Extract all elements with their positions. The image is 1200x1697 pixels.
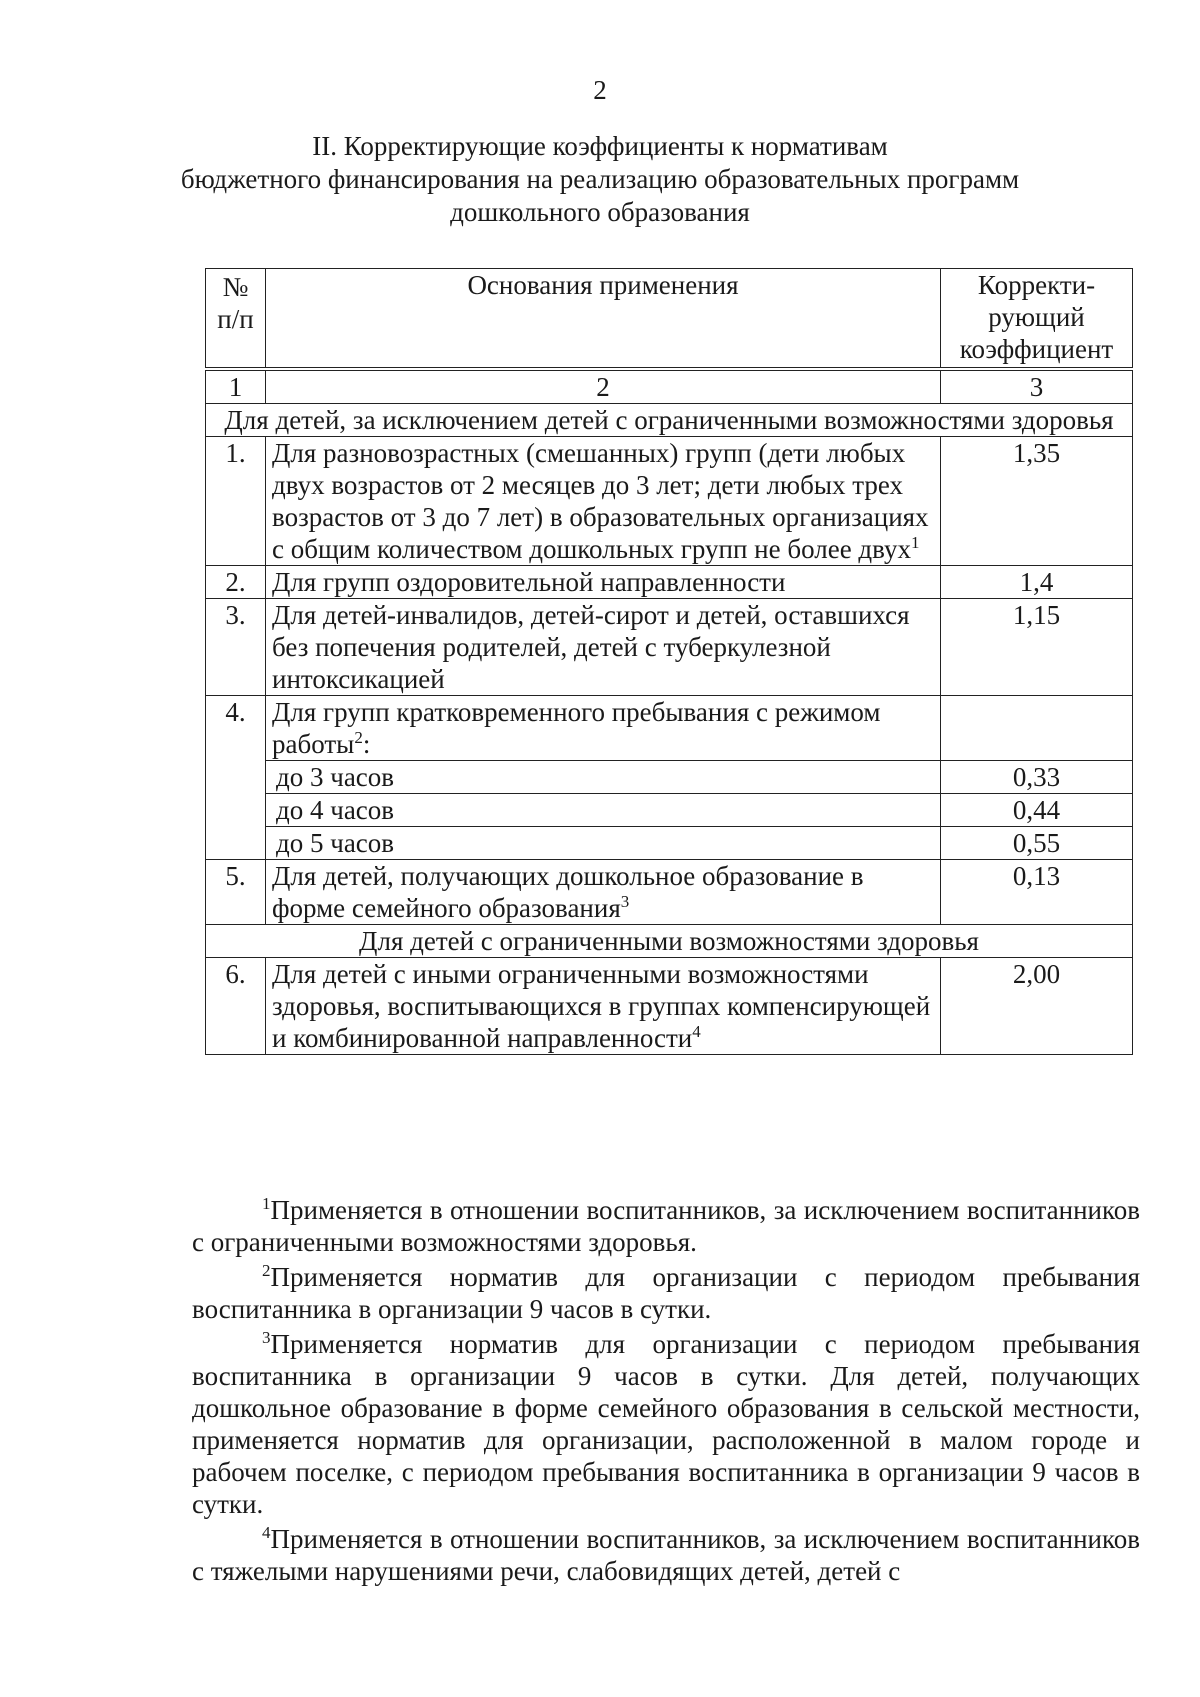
footnotes (192, 1194, 1140, 1590)
table-row (206, 696, 1133, 761)
subrow-value: 0,44 (941, 794, 1133, 827)
row-value: 1,15 (941, 599, 1133, 696)
section-heading (150, 130, 1050, 229)
page-number: 2 (593, 75, 607, 105)
footnote-ref: 1 (911, 533, 920, 552)
table-row (206, 860, 1133, 925)
footnote: $^1$Применяется в отношении воспитанников, за исключением воспитанников с ограниченными возможностями здоровья. (192, 1194, 1140, 1257)
column-index-row (206, 369, 1133, 404)
header-num: № п/п (206, 269, 266, 370)
subrow-text: до 5 часов (266, 827, 941, 860)
footnote-ref: 3 (620, 892, 630, 911)
section-title-disabilities: Для детей с ограниченными возможностями здоровья (206, 925, 1133, 958)
row-value: 1,4 (941, 566, 1133, 599)
footnote-ref: 2 (354, 728, 363, 747)
table-header-row (206, 269, 1133, 370)
header-basis: Основания применения (266, 269, 941, 370)
column-index-3: 3 (941, 369, 1133, 404)
row-num: 4. (206, 696, 266, 860)
footnote-mark: 3 (262, 1328, 271, 1347)
heading-line-2: бюджетного финансирования на реализацию образовательных программ (180, 164, 1020, 194)
footnote: $^3$Применяется норматив для организации с периодом пребывания воспитанника в организации 9 часов в сутки. Для детей, получающих дошкольное образование в форме семейного образования в сельской местности, применяется норматив для организации, расположенной в малом городе и рабочем поселке, с периодом пребывания воспитанника в организации 9 часов в сутки. (192, 1328, 1140, 1519)
footnote-mark: 1 (262, 1194, 271, 1213)
footnote: $^4$Применяется в отношении воспитанников, за исключением воспитанников с тяжелыми нарушениями речи, слабовидящих детей, детей с (192, 1523, 1140, 1586)
row-text: Для разновозрастных (смешанных) групп (дети любых двух возрастов от 2 месяцев до 3 лет; дети любых трех возрастов от 3 до 7 лет) в образовательных организациях с общим количеством дошкольных групп не более двух$^1$ (266, 437, 941, 566)
row-num: 5. (206, 860, 266, 925)
row-value (941, 696, 1133, 761)
subrow-text: до 4 часов (266, 794, 941, 827)
footnote-mark: 4 (262, 1523, 271, 1542)
table-row (206, 566, 1133, 599)
subrow-value: 0,33 (941, 761, 1133, 794)
table-row (206, 437, 1133, 566)
row-value: 2,00 (941, 958, 1133, 1055)
subrow-text: до 3 часов (266, 761, 941, 794)
header-coefficient: Корректи-рующий коэффициент (941, 269, 1133, 370)
row-num: 6. (206, 958, 266, 1055)
row-num: 3. (206, 599, 266, 696)
heading-line-1: II. Корректирующие коэффициенты к нормативам (312, 131, 888, 161)
row-text: Для групп кратковременного пребывания с режимом работы$^2$: (266, 696, 941, 761)
row-num: 1. (206, 437, 266, 566)
coefficients-table (205, 268, 1133, 1055)
column-index-1: 1 (206, 369, 266, 404)
row-value: 0,13 (941, 860, 1133, 925)
section-title-general: Для детей, за исключением детей с ограниченными возможностями здоровья (206, 404, 1133, 437)
subrow-value: 0,55 (941, 827, 1133, 860)
footnote-mark: 2 (262, 1261, 271, 1280)
row-num: 2. (206, 566, 266, 599)
table-subrow (206, 761, 1133, 794)
column-index-2: 2 (266, 369, 941, 404)
section-row-disabilities (206, 925, 1133, 958)
row-text: Для детей, получающих дошкольное образование в форме семейного образования$^3$ (266, 860, 941, 925)
table-row (206, 599, 1133, 696)
table-subrow (206, 827, 1133, 860)
table-row (206, 958, 1133, 1055)
heading-line-3: дошкольного образования (450, 197, 750, 227)
footnote-ref: 4 (692, 1022, 701, 1041)
row-text: Для детей с иными ограниченными возможностями здоровья, воспитывающихся в группах компенсирующей и комбинированной направленности$^4$ (266, 958, 941, 1055)
row-value: 1,35 (941, 437, 1133, 566)
section-row-general (206, 404, 1133, 437)
table-subrow (206, 794, 1133, 827)
row-text: Для детей-инвалидов, детей-сирот и детей, оставшихся без попечения родителей, детей с туберкулезной интоксикацией (266, 599, 941, 696)
row-text: Для групп оздоровительной направленности (266, 566, 941, 599)
footnote: $^2$Применяется норматив для организации с периодом пребывания воспитанника в организации 9 часов в сутки. (192, 1261, 1140, 1324)
